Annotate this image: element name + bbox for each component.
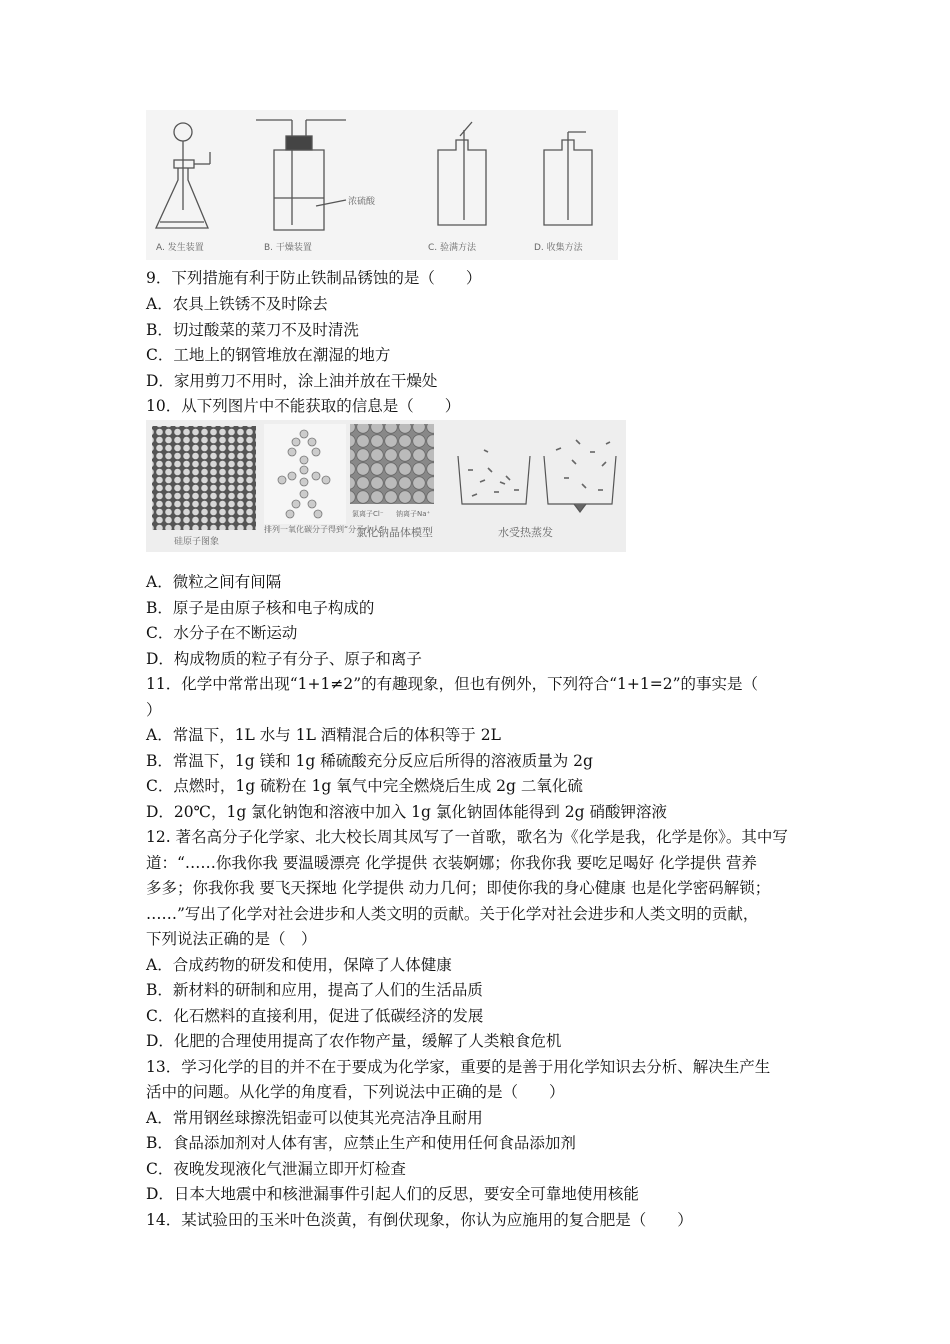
- caption-silicon: 硅原子图象: [174, 537, 220, 547]
- q10-option-d: D．构成物质的粒子有分子、原子和离子: [146, 650, 422, 668]
- q12-option-a: A．合成药物的研发和使用，保障了人体健康: [146, 956, 452, 974]
- q11-option-a: A．常温下，1L 水与 1L 酒精混合后的体积等于 2L: [146, 726, 501, 744]
- nacl-crystal-image: [350, 424, 434, 504]
- q12-stem-line-2: 道：“……你我你我 要温暖漂亮 化学提供 衣装婀娜；你我你我 要吃足喝好 化学提供 营养: [146, 854, 757, 872]
- q13-option-c: C．夜晚发现液化气泄漏立即开灯检查: [146, 1160, 406, 1178]
- q13-option-b: B．食品添加剂对人体有害，应禁止生产和使用任何食品添加剂: [146, 1134, 576, 1152]
- q9-option-a: A．农具上铁锈不及时除去: [146, 295, 328, 313]
- gas-apparatus-figure: [146, 110, 618, 260]
- q9-option-b: B．切过酸菜的菜刀不及时清洗: [146, 321, 359, 339]
- q12-stem-line-1: 12. 著名高分子化学家、北大校长周其凤写了一首歌，歌名为《化学是我，化学是你》。其中写: [146, 828, 788, 846]
- q9-option-c: C．工地上的钢管堆放在潮湿的地方: [146, 346, 391, 364]
- q9-option-d: D．家用剪刀不用时，涂上油并放在干燥处: [146, 372, 438, 390]
- q10-stem: 10．从下列图片中不能获取的信息是（ ）: [146, 397, 461, 415]
- q11-option-b: B．常温下，1g 镁和 1g 稀硫酸充分反应后所得的溶液质量为 2g: [146, 752, 593, 770]
- q13-stem-line-2: 活中的问题。从化学的角度看，下列说法中正确的是（ ）: [146, 1083, 565, 1101]
- q12-stem-line-3: 多多；你我你我 要飞天探地 化学提供 动力几何；即使你我的身心健康 也是化学密码解锁；: [146, 879, 771, 897]
- caption-evaporation: 水受热蒸发: [498, 526, 553, 539]
- q11-option-d: D．20℃，1g 氯化钠饱和溶液中加入 1g 氯化钠固体能得到 2g 硝酸钾溶液: [146, 803, 667, 821]
- q12-stem-line-4: ……”写出了化学对社会进步和人类文明的贡献。关于化学对社会进步和人类文明的贡献，: [146, 905, 759, 923]
- caption-d: D. 收集方法: [534, 243, 583, 253]
- q13-option-a: A．常用钢丝球擦洗铝壶可以使其光亮洁净且耐用: [146, 1109, 483, 1127]
- q11-stem-line-2: ）: [146, 701, 162, 719]
- q13-stem-line-1: 13．学习化学的目的并不在于要成为化学家，重要的是善于用化学知识去分析、解决生产生: [146, 1058, 771, 1076]
- q14-stem: 14．某试验田的玉米叶色淡黄，有倒伏现象，你认为应施用的复合肥是（ ）: [146, 1211, 693, 1229]
- caption-nacl: 氯化钠晶体模型: [356, 526, 433, 539]
- acid-label: 浓硫酸: [348, 197, 376, 207]
- q12-option-b: B．新材料的研制和应用，提高了人们的生活品质: [146, 981, 483, 999]
- q9-stem: 9．下列措施有利于防止铁制品锈蚀的是（ ）: [146, 269, 482, 287]
- q12-option-d: D．化肥的合理使用提高了农作物产量，缓解了人类粮食危机: [146, 1032, 562, 1050]
- caption-molecule-man: 排列一氧化碳分子得到“分子小人”: [264, 525, 385, 534]
- q11-option-c: C．点燃时，1g 硫粉在 1g 氧气中完全燃烧后生成 2g 二氧化硫: [146, 777, 583, 795]
- molecule-man-image: [264, 424, 346, 524]
- caption-c: C. 验满方法: [428, 243, 477, 253]
- caption-a: A. 发生装置: [156, 243, 204, 253]
- silicon-atom-image: [152, 426, 256, 530]
- q12-option-c: C．化石燃料的直接利用，促进了低碳经济的发展: [146, 1007, 484, 1025]
- q10-option-b: B．原子是由原子核和电子构成的: [146, 599, 375, 617]
- q10-option-c: C．水分子在不断运动: [146, 624, 298, 642]
- particle-figure: [146, 420, 626, 552]
- q13-option-d: D．日本大地震中和核泄漏事件引起人们的反思，要安全可靠地使用核能: [146, 1185, 639, 1203]
- q11-stem-line-1: 11．化学中常常出现“1+1≠2”的有趣现象，但也有例外，下列符合“1+1=2”的事实是（: [146, 675, 759, 693]
- q10-option-a: A．微粒之间有间隔: [146, 573, 282, 591]
- caption-b: B. 干燥装置: [264, 243, 312, 253]
- label-chloride: 氯离子Cl⁻: [352, 510, 384, 518]
- q12-stem-line-5: 下列说法正确的是（ ）: [146, 930, 317, 948]
- label-sodium: 钠离子Na⁺: [396, 510, 431, 518]
